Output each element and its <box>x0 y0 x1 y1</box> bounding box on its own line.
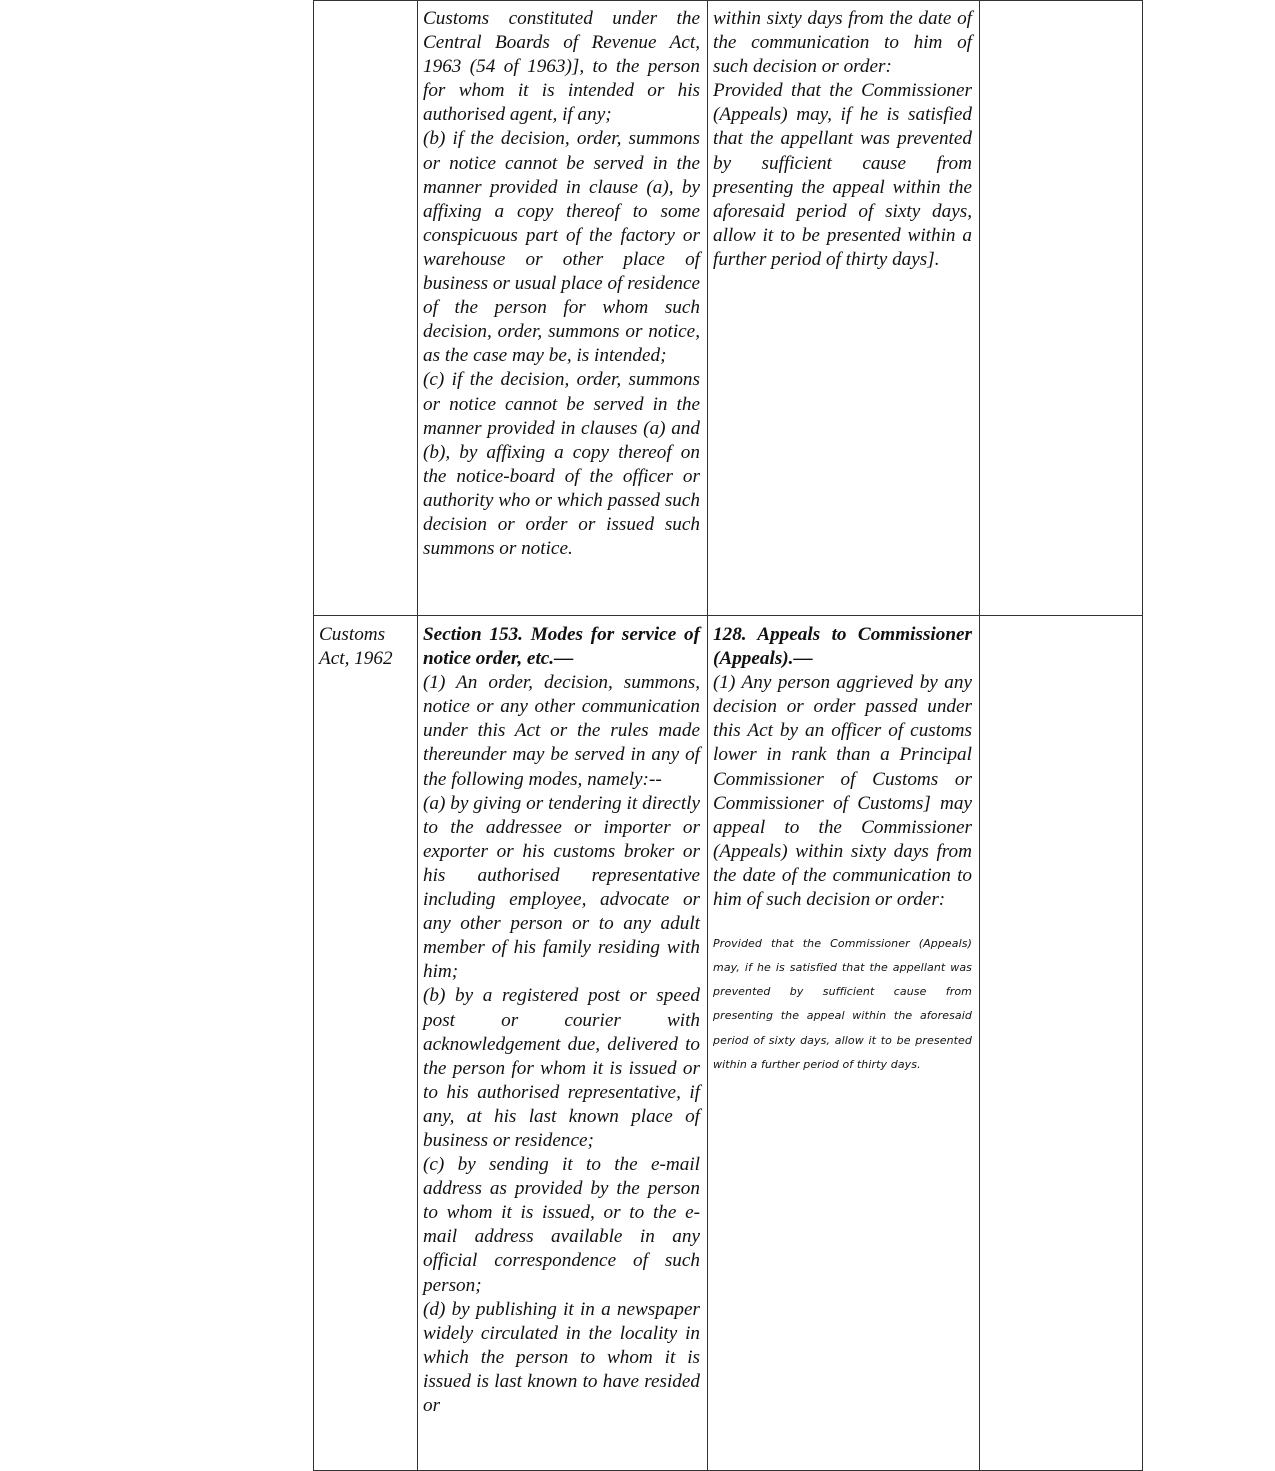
remarks-cell <box>980 1 1143 616</box>
table-row <box>314 1 1143 616</box>
appeal-paragraph: within sixty days from the date of the communication to him of such decision or order: <box>713 8 972 78</box>
provision-cell <box>418 1 708 616</box>
appeal-proviso-small: Provided that the Commissioner (Appeals) may, if he is satisfied that the appellant was prevented by sufficient cause from presenting the appeal within the aforesaid period of sixty days, allow it to be presented within a further period of thirty days. <box>713 937 972 1071</box>
table-row <box>314 616 1143 1471</box>
appeal-cell <box>708 616 980 1471</box>
act-name: Customs Act, 1962 <box>319 624 393 670</box>
provision-paragraph: (1) An order, decision, summons, notice or any other communication under this Act or the rules made thereunder may be served in any of the following modes, namely:-- <box>423 672 700 790</box>
provision-paragraph: (d) by publishing it in a newspaper widely circulated in the locality in which the person to whom it is issued is last known to have resided or <box>423 1298 700 1416</box>
provision-cell <box>418 616 708 1471</box>
act-cell <box>314 616 418 1471</box>
section-heading: 128. Appeals to Commissioner (Appeals).— <box>713 624 972 670</box>
provision-paragraph: (b) if the decision, order, summons or notice cannot be served in the manner provided in clause (a), by affixing a copy thereof to some conspicuous part of the factory or warehouse or other place of business or usual place of residence of the person for whom such decision, order, summons or notice, as the case may be, is intended; <box>423 128 700 367</box>
provision-paragraph: Customs constituted under the Central Boards of Revenue Act, 1963 (54 of 1963)], to the person for whom it is intended or his authorised agent, if any; <box>423 8 700 126</box>
provision-paragraph: (a) by giving or tendering it directly to the addressee or importer or exporter or his customs broker or his authorised representative including employee, advocate or any other person or to any adult member of his family residing with him; <box>423 792 700 983</box>
comparison-table <box>313 0 1143 1471</box>
provision-paragraph: (b) by a registered post or speed post or courier with acknowledgement due, delivered to the person for whom it is issued or to his authorised representative, if any, at his last known place of business or residence; <box>423 985 700 1151</box>
appeal-paragraph: Provided that the Commissioner (Appeals) may, if he is satisfied that the appellant was prevented by sufficient cause from presenting the appeal within the aforesaid period of sixty days, allow it to be presented within a further period of thirty days]. <box>713 80 972 270</box>
provision-paragraph: (c) if the decision, order, summons or notice cannot be served in the manner provided in clauses (a) and (b), by affixing a copy thereof on the notice-board of the officer or authority who or which passed such decision or order or issued such summons or notice. <box>423 369 700 560</box>
appeal-cell <box>708 1 980 616</box>
appeal-paragraph: (1) Any person aggrieved by any decision or order passed under this Act by an officer of customs lower in rank than a Principal Commissioner of Customs or Commissioner of Customs] may appeal to the Commissioner (Appeals) within sixty days from the date of the communication to him of such decision or order: <box>713 672 972 911</box>
remarks-cell <box>980 616 1143 1471</box>
act-cell <box>314 1 418 616</box>
provision-paragraph: (c) by sending it to the e-mail address as provided by the person to whom it is issued, or to the e-mail address available in any official correspondence of such person; <box>423 1154 700 1296</box>
section-heading: Section 153. Modes for service of notice order, etc.— <box>423 624 700 670</box>
